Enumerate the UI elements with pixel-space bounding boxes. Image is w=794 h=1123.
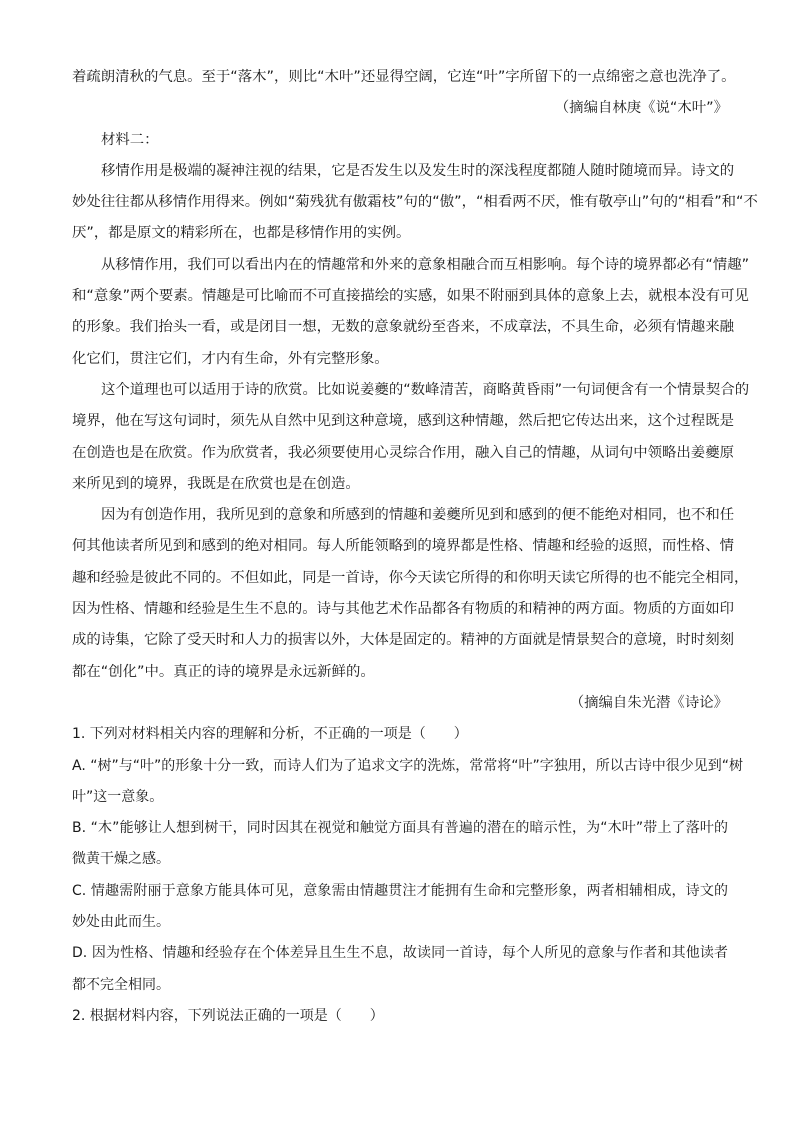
text-line: 因为性格、情趣和经验是生生不息的。诗与其他艺术作品都各有物质的和精神的两方面。物质的方面如印 — [72, 601, 734, 618]
question-1-option-a: A. “树”与“叶”的形象十分一致，而诗人们为了追求文字的洗炼，常常将“叶”字独用，所以古诗中很少见到“树 — [72, 757, 743, 774]
text-line: 化它们，贯注它们，才内有生命，外有完整形象。 — [72, 350, 389, 367]
section-heading: 材料二： — [101, 131, 159, 148]
question-1-option-d: D. 因为性格、情趣和经验存在个体差异且生生不息，故读同一首诗，每个人所见的意象与作者和其他读者 — [72, 945, 728, 962]
text-line: 成的诗集，它除了受天时和人力的损害以外，大体是固定的。精神的方面就是情景契合的意境，时时刻刻 — [72, 632, 734, 649]
text-line: 和“意象”两个要素。情趣是可比喻而不可直接描绘的实感，如果不附丽到具体的意象上去，就根本没有可见 — [72, 288, 749, 305]
text-line: 在创造也是在欣赏。作为欣赏者，我必须要使用心灵综合作用，融入自己的情趣，从词句中领略出姜夔原 — [72, 444, 734, 461]
question-1-option-a-cont: 叶”这一意象。 — [72, 788, 164, 805]
text-line: 厌”，都是原文的精彩所在，也都是移情作用的实例。 — [72, 225, 411, 242]
text-line: 因为有创造作用，我所见到的意象和所感到的情趣和姜夔所见到和感到的便不能绝对相同，也不和任 — [101, 507, 735, 524]
question-1-option-c: C. 情趣需附丽于意象方能具体可见，意象需由情趣贯注才能拥有生命和完整形象，两者相辅相成，诗文的 — [72, 882, 728, 899]
question-2-stem: 2. 根据材料内容，下列说法正确的一项是（ ） — [72, 1007, 384, 1024]
text-line: 移情作用是极端的凝神注视的结果，它是否发生以及发生时的深浅程度都随人随时随境而异。诗文的 — [101, 162, 735, 179]
text-line: 来所见到的境界，我既是在欣赏也是在创造。 — [72, 475, 360, 492]
source-citation: （摘编自朱光潜《诗论》 — [569, 694, 728, 711]
question-1-stem: 1. 下列对材料相关内容的理解和分析，不正确的一项是（ ） — [72, 726, 468, 743]
text-line: 何其他读者所见到和感到的绝对相同。每人所能领略到的境界都是性格、情趣和经验的返照，而性格、情 — [72, 538, 734, 555]
question-1-option-b-cont: 微黄干燥之感。 — [72, 851, 170, 868]
document-page — [72, 62, 758, 1032]
source-citation: （摘编自林庚《说“木叶”》 — [554, 100, 728, 117]
text-line: 境界，他在写这句词时，须先从自然中见到这种意境，感到这种情趣，然后把它传达出来，这个过程既是 — [72, 413, 734, 430]
text-line: 妙处往往都从移情作用得来。例如“菊残犹有傲霜枝”句的“傲”，“相看两不厌，惟有敬亭山”句的“相看”和“不 — [72, 194, 758, 211]
question-1-option-b: B. “木”能够让人想到树干，同时因其在视觉和触觉方面具有普遍的潜在的暗示性，为“木叶”带上了落叶的 — [72, 820, 728, 837]
question-1-option-c-cont: 妙处由此而生。 — [72, 914, 170, 931]
text-line: 的形象。我们抬头一看，或是闭目一想，无数的意象就纷至沓来，不成章法，不具生命，必须有情趣来融 — [72, 319, 734, 336]
text-line: 这个道理也可以适用于诗的欣赏。比如说姜夔的“数峰清苦，商略黄昏雨”一句词便含有一个情景契合的 — [101, 381, 750, 398]
text-line: 趣和经验是彼此不同的。不但如此，同是一首诗，你今天读它所得的和你明天读它所得的也不能完全相同， — [72, 569, 749, 586]
text-line: 着疏朗清秋的气息。至于“落木”，则比“木叶”还显得空阔，它连“叶”字所留下的一点绵密之意也洗净了。 — [72, 69, 736, 85]
text-line: 从移情作用，我们可以看出内在的情趣常和外来的意象相融合而互相影响。每个诗的境界都必有“情趣” — [101, 256, 750, 273]
text-line: 都在“创化”中。真正的诗的境界是永远新鲜的。 — [72, 663, 375, 680]
question-1-option-d-cont: 都不完全相同。 — [72, 976, 170, 993]
